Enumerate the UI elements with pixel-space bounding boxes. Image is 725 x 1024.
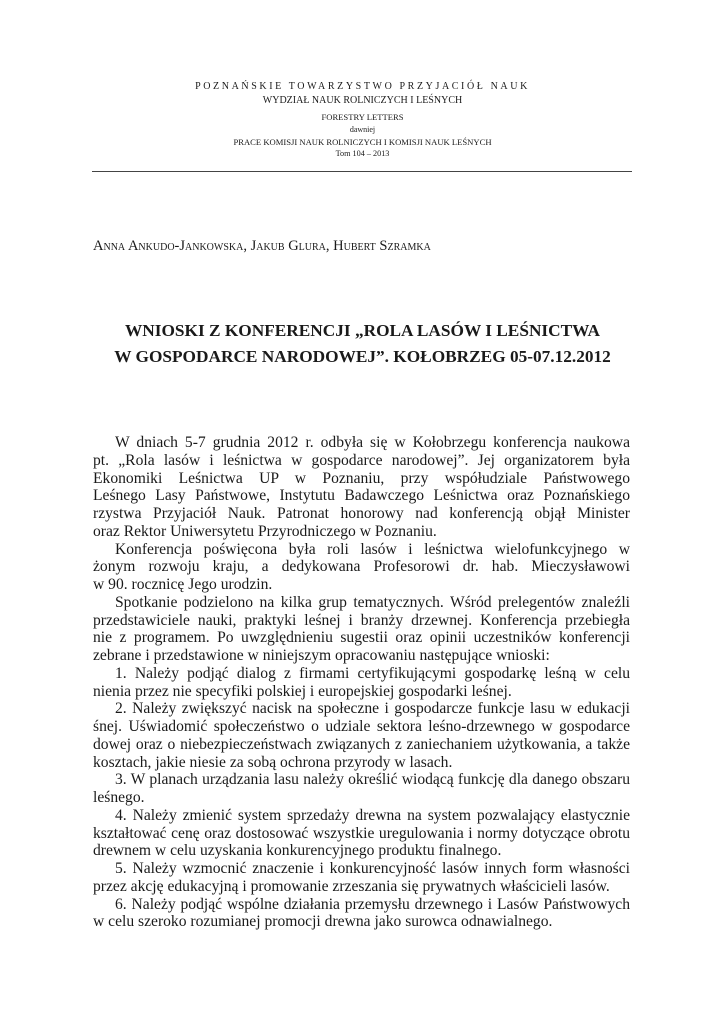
formerly-label: dawniej [349,125,376,134]
text-line: oraz Rektor Uniwersytetu Przyrodniczego w Poznaniu. [93,522,437,540]
text-line: 3. W planach urządzania lasu należy określić wiodącą funkcję dla danego obszaru [115,771,630,789]
text-line: 4. Należy zmienić system sprzedaży drewna na system pozwalający elastycznie [115,806,630,824]
header-divider [92,171,632,172]
department-name: WYDZIAŁ NAUK ROLNICZYCH I LEŚNYCH [262,95,463,106]
text-line: kosztach, jakie niesie za sobą ochrona przyrody w lasach. [93,753,453,771]
paragraph [93,541,630,594]
article-title [0,318,725,370]
text-line: drewnem w celu uzyskania konkurencyjnego produktu finalnego. [93,842,502,860]
text-line: 1. Należy podjąć dialog z firmami certyfikującymi gospodarkę leśną w celu [115,664,630,682]
text-line: żonym rozwoju kraju, a dedykowana Profesorowi dr. hab. Mieczysławowi [93,558,630,576]
text-line: Spotkanie podzielono na kilka grup tematycznych. Wśród prelegentów znaleźli [115,593,630,611]
text-line: 6. Należy podjąć wspólne działania przemysłu drzewnego i Lasów Państwowych [115,895,630,913]
authors: Anna Ankudo-Jankowska, Jakub Glura, Hubert Szramka [93,238,431,254]
text-line: Leśnego Lasy Państwowe, Instytutu Badawczego Leśnictwa oraz Poznańskiego [93,487,630,505]
paragraph [93,665,630,701]
text-line: w 90. rocznicę Jego urodzin. [93,576,273,593]
text-line: rzystwa Przyjaciół Nauk. Patronat honorowy nad konferencją objął Minister [93,505,630,522]
text-line: przez akcję edukacyjną i promowanie zrzeszania się prywatnych właścicieli lasów. [93,877,610,895]
title-line-2: W GOSPODARCE NARODOWEJ”. KOŁOBRZEG 05-07.12.2012 [114,347,611,366]
article-body [93,434,630,931]
text-line: W dniach 5-7 grudnia 2012 r. odbyła się w Kołobrzegu konferencja naukowa [115,434,630,451]
paragraph [93,771,630,807]
text-line: przedstawiciele nauki, praktyki leśnej i branży drzewnej. Konferencja przebiegła [93,611,630,629]
text-line: 5. Należy wzmocnić znaczenie i konkurencyjność lasów innych form własności [115,860,630,877]
text-line: Ekonomiki Leśnictwa UP w Poznaniu, przy współudziale Państwowego [93,469,630,487]
paragraph [93,700,630,771]
former-journal-title: PRACE KOMISJI NAUK ROLNICZYCH I KOMISJI NAUK LEŚNYCH [233,137,492,147]
text-line: nie z programem. Po uwzględnieniu sugestii oraz opinii uczestników konferencji [93,629,630,647]
title-line-1: WNIOSKI Z KONFERENCJI „ROLA LASÓW I LEŚNICTWA [124,321,601,340]
paragraph [93,896,630,932]
volume-info: Tom 104 – 2013 [335,149,390,158]
text-line: 2. Należy zwiększyć nacisk na społeczne i gospodarcze funkcje lasu w edukacji [115,700,630,718]
paragraph [93,860,630,896]
paragraph [93,807,630,860]
text-line: zebrane i przedstawione w niniejszym opracowaniu następujące wnioski: [93,647,550,664]
text-line: pt. „Rola lasów i leśnictwa w gospodarce narodowej”. Jej organizatorem była [93,451,630,469]
society-name: POZNAŃSKIE TOWARZYSTWO PRZYJACIÓŁ NAUK [195,81,530,92]
text-line: w celu szeroko rozumianej promocji drewna jako surowca odnawialnego. [93,913,553,931]
text-line: kształtować cenę oraz dostosować wszystkie uregulowania i normy dotyczące obrotu [93,824,630,842]
text-line: leśnego. [93,789,145,806]
text-line: śnej. Uświadomić społeczeństwo o udziale sektora leśno-drzewnego w gospodarce [93,718,630,735]
text-line: nienia przez nie specyfiki polskiej i europejskiej gospodarki leśnej. [93,682,512,700]
journal-name: FORESTRY LETTERS [321,112,404,122]
text-line: Konferencja poświęcona była roli lasów i leśnictwa wielofunkcyjnego w [115,540,630,558]
text-line: dowej oraz o niebezpieczeństwach związanych z zaniechaniem użytkowania, a także [93,735,630,753]
paragraph [93,594,630,665]
paragraph [93,434,630,541]
